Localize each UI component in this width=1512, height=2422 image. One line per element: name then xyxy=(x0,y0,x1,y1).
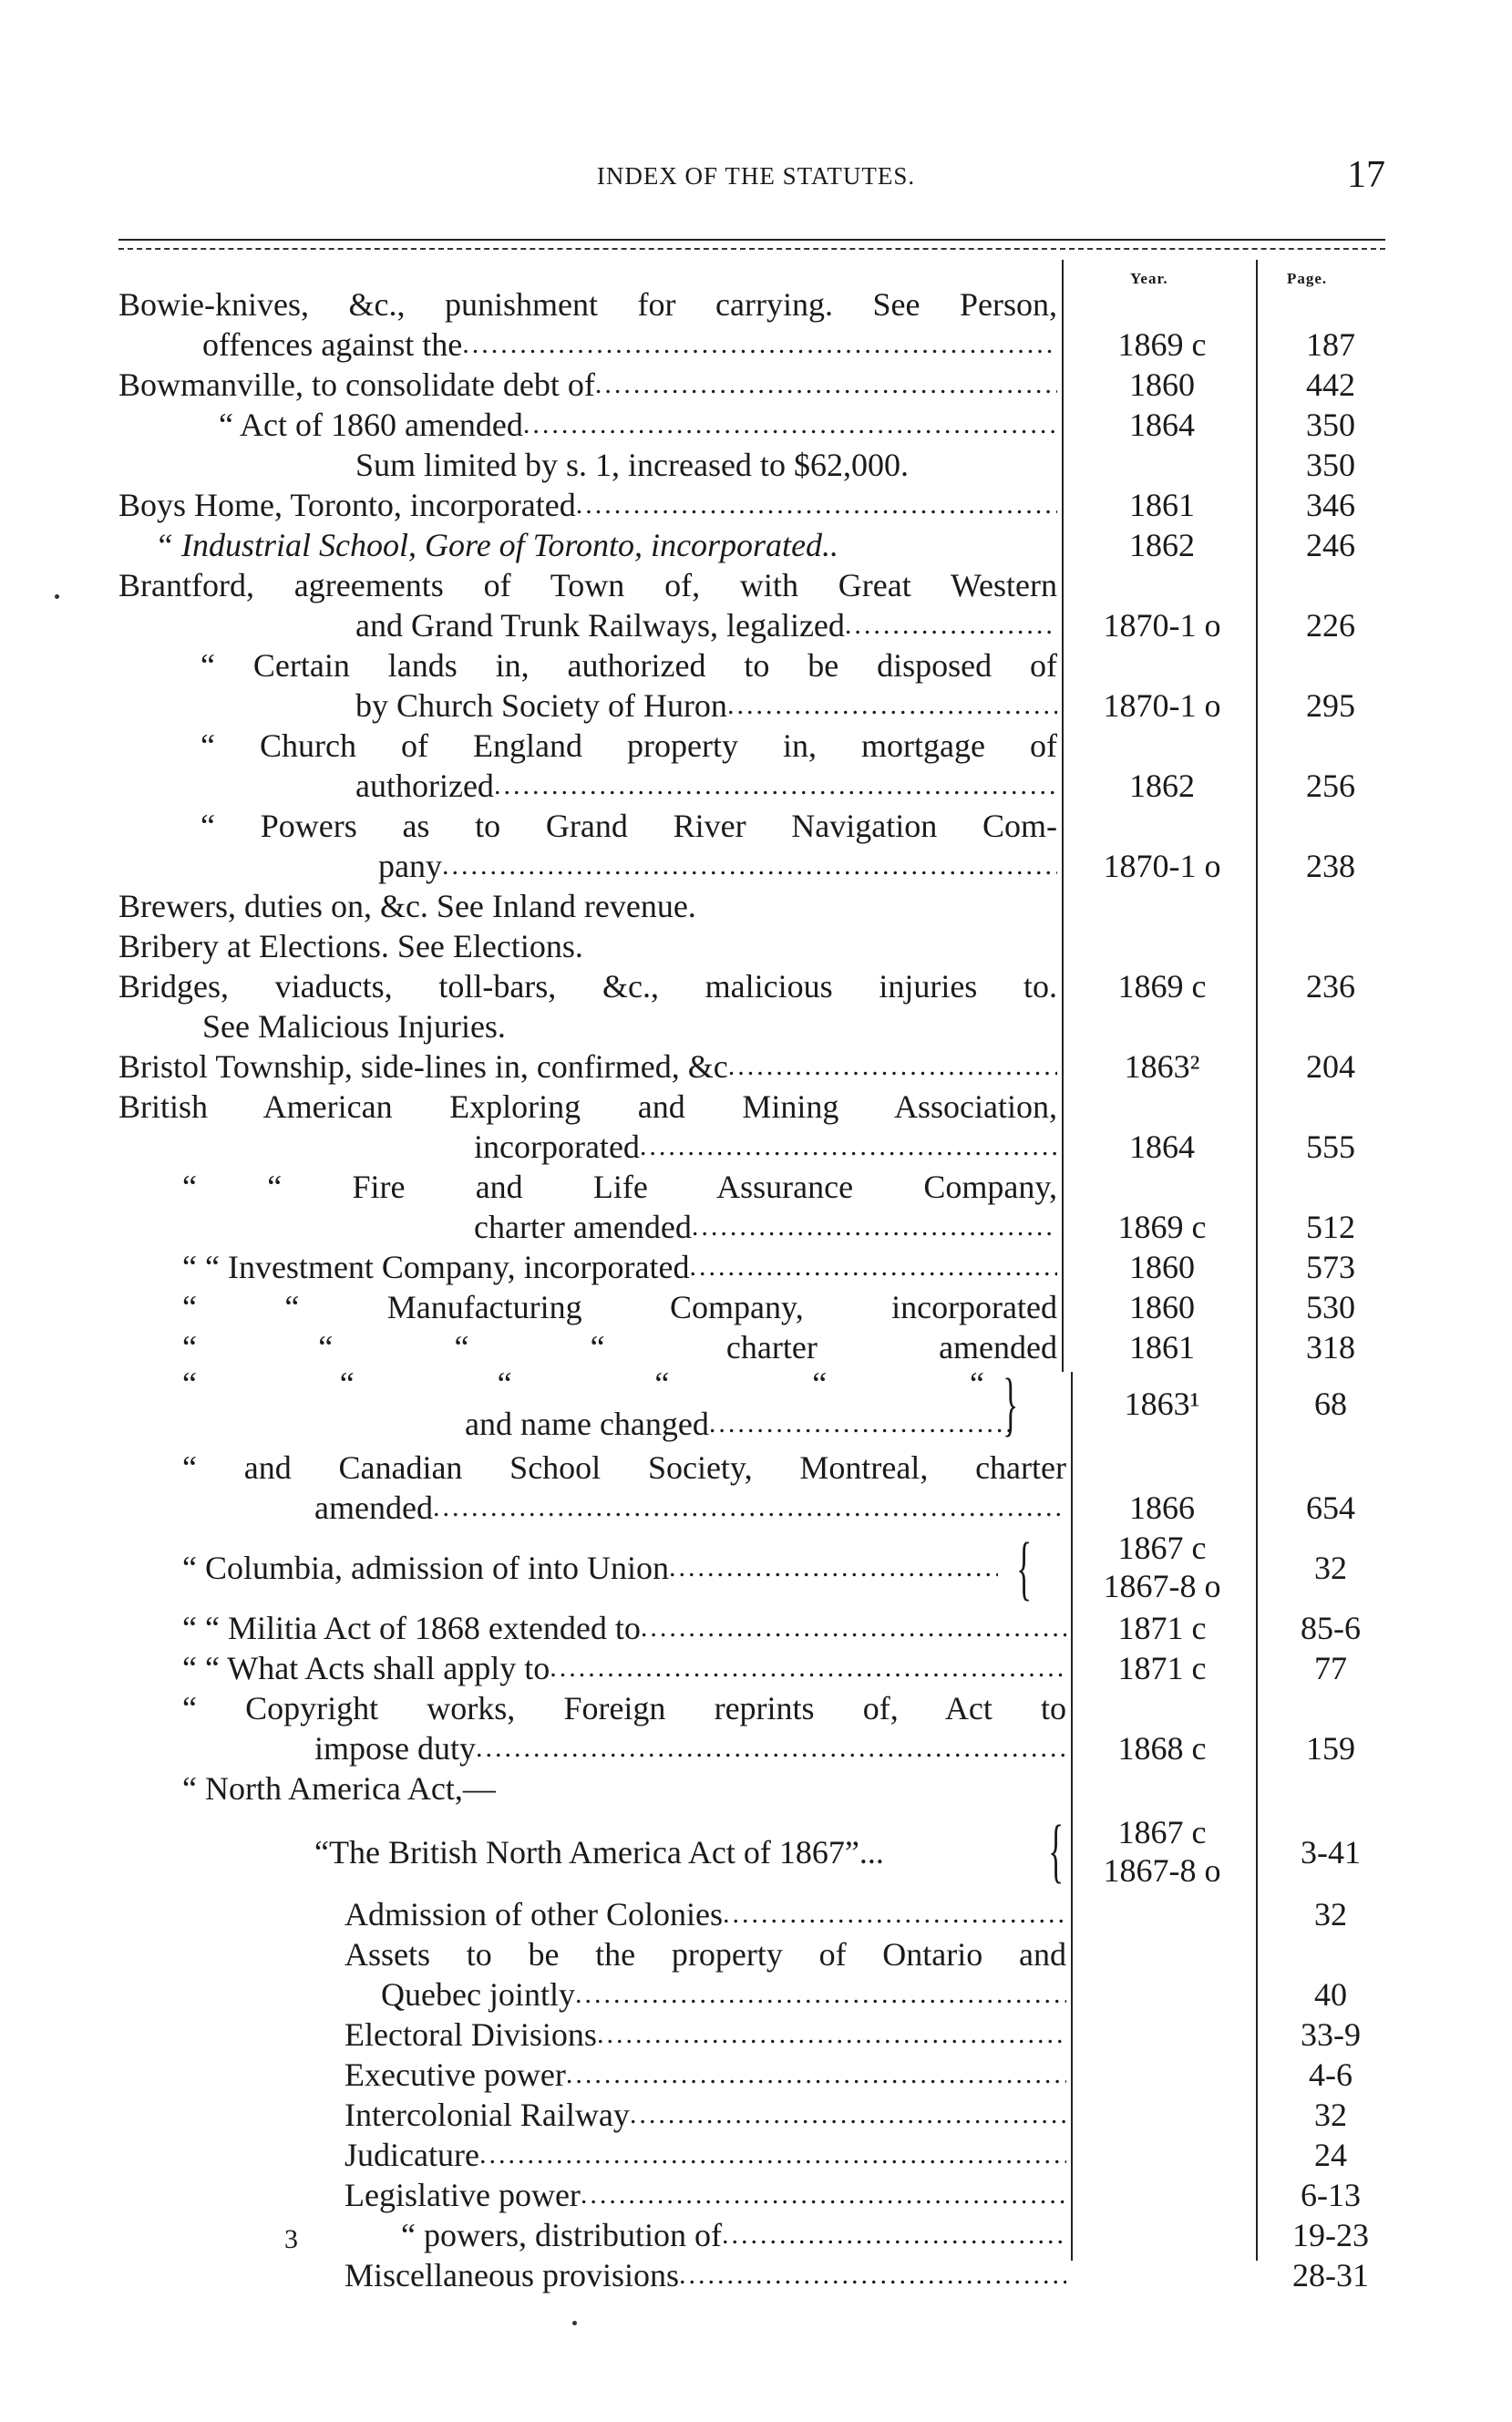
page-cell: 246 xyxy=(1306,527,1355,563)
entry-line: by Church Society of Huron ..... xyxy=(355,685,1057,726)
page-cell: 28-31 xyxy=(1292,2257,1369,2293)
print-speck xyxy=(572,2321,577,2325)
page-cell: 654 xyxy=(1306,1489,1355,1526)
page-cell: 32 xyxy=(1314,1896,1347,1932)
year-cell: 1862 xyxy=(1129,768,1195,804)
year-cell: 1870-1 o xyxy=(1103,607,1221,644)
entry-line: “ “ Militia Act of 1868 extended to ..... xyxy=(182,1608,1066,1648)
page-cell: 295 xyxy=(1306,687,1355,724)
entry-line: “ Copyright works, Foreign reprints of, Act to xyxy=(182,1690,1066,1726)
entry-line: Judicature ..... xyxy=(345,2135,1066,2175)
signature-mark: 3 xyxy=(284,2224,298,2254)
entry-line: impose duty ..... xyxy=(314,1728,1066,1768)
entry-line: Bowie-knives, &c., punishment for carrying. See Person, xyxy=(118,286,1057,323)
page-cell: 318 xyxy=(1306,1329,1355,1366)
entry-line: Sum limited by s. 1, increased to $62,000. xyxy=(355,447,909,483)
entry-line: Assets to be the property of Ontario and xyxy=(345,1936,1066,1973)
year-cell: 1860 xyxy=(1129,1249,1195,1285)
entry-line: Admission of other Colonies ..... xyxy=(345,1894,1066,1934)
header-dashed-rule xyxy=(118,248,1385,250)
entry-line: Boys Home, Toronto, incorporated ..... xyxy=(118,485,1057,525)
year-cell: 1869 c xyxy=(1117,1209,1207,1245)
year-cell: 1867-8 o xyxy=(1103,1852,1221,1889)
page-cell: 77 xyxy=(1314,1650,1347,1686)
header-rule xyxy=(118,239,1385,241)
year-cell: 1864 xyxy=(1129,407,1195,443)
page-cell: 32 xyxy=(1314,2097,1347,2133)
entry-line: Intercolonial Railway ..... xyxy=(345,2095,1066,2135)
entry-line: “ “ Manufacturing Company, incorporated xyxy=(182,1289,1057,1325)
page-cell: 33-9 xyxy=(1301,2016,1361,2053)
year-column-divider xyxy=(1256,260,1258,2261)
year-column-heading: Year. xyxy=(1130,270,1168,287)
page-cell: 555 xyxy=(1306,1129,1355,1165)
entry-line: “ “ Fire and Life Assurance Company, xyxy=(182,1169,1057,1205)
page-cell: 442 xyxy=(1306,366,1355,403)
entry-line: “ Powers as to Grand River Navigation Com- xyxy=(201,808,1057,844)
entry-line: “ “ What Acts shall apply to ..... xyxy=(182,1648,1066,1688)
year-cell: 1866 xyxy=(1129,1489,1195,1526)
entry-line: Miscellaneous provisions ..... xyxy=(345,2255,1066,2295)
page-cell: 40 xyxy=(1314,1976,1347,2013)
year-cell: 1860 xyxy=(1129,366,1195,403)
page-title: INDEX OF THE STATUTES. xyxy=(596,162,916,190)
page-cell: 346 xyxy=(1306,487,1355,523)
text-column-divider xyxy=(1062,260,1064,1372)
entry-line: charter amended ..... xyxy=(474,1207,1057,1247)
page-cell: 159 xyxy=(1306,1730,1355,1767)
page-cell: 530 xyxy=(1306,1289,1355,1325)
page-cell: 256 xyxy=(1306,768,1355,804)
page-cell: 85-6 xyxy=(1301,1610,1361,1646)
year-cell: 1871 c xyxy=(1117,1650,1207,1686)
year-cell: 1870-1 o xyxy=(1103,687,1221,724)
page-cell: 226 xyxy=(1306,607,1355,644)
page-number: 17 xyxy=(1347,154,1385,196)
entry-line: Electoral Divisions ..... xyxy=(345,2015,1066,2055)
page-cell: 573 xyxy=(1306,1249,1355,1285)
year-cell: 1867-8 o xyxy=(1103,1568,1221,1604)
left-brace: { xyxy=(1016,1528,1033,1607)
page-cell: 32 xyxy=(1314,1550,1347,1586)
year-cell: 1869 c xyxy=(1117,968,1207,1005)
entry-line: pany ..... xyxy=(378,846,1057,886)
entry-line: “The British North America Act of 1867”... xyxy=(314,1834,884,1871)
page-cell: 4-6 xyxy=(1309,2056,1353,2093)
entry-line: Quebec jointly ..... xyxy=(381,1974,1066,2015)
year-cell: 1871 c xyxy=(1117,1610,1207,1646)
entry-line: British American Exploring and Mining Association, xyxy=(118,1088,1057,1125)
year-cell: 1863² xyxy=(1124,1048,1200,1085)
year-cell: 1864 xyxy=(1129,1129,1195,1165)
page-cell: 187 xyxy=(1306,326,1355,363)
page-cell: 238 xyxy=(1306,848,1355,884)
page-cell: 68 xyxy=(1314,1386,1347,1422)
year-cell: 1861 xyxy=(1129,1329,1195,1366)
entry-line: offences against the ..... xyxy=(202,325,1057,365)
page-cell: 204 xyxy=(1306,1048,1355,1085)
entry-line: Bribery at Elections. See Elections. xyxy=(118,928,583,964)
year-cell: 1867 c xyxy=(1117,1530,1207,1566)
page-cell: 350 xyxy=(1306,407,1355,443)
year-cell: 1860 xyxy=(1129,1289,1195,1325)
year-cell: 1861 xyxy=(1129,487,1195,523)
entry-line: “ and Canadian School Society, Montreal, charter xyxy=(182,1449,1066,1486)
page-cell: 3-41 xyxy=(1301,1834,1361,1871)
entry-line: Bowmanville, to consolidate debt of ..... xyxy=(118,365,1057,405)
page-cell: 24 xyxy=(1314,2137,1347,2173)
entry-line: See Malicious Injuries. xyxy=(202,1008,506,1045)
entry-line: “ North America Act,— xyxy=(182,1770,496,1807)
page-cell: 512 xyxy=(1306,1209,1355,1245)
entry-line: authorized ..... xyxy=(355,766,1057,806)
right-brace: } xyxy=(1003,1364,1019,1443)
entry-line: “ Columbia, admission of into Union ..... xyxy=(182,1548,998,1588)
entry-line: “ Certain lands in, authorized to be disposed of xyxy=(201,647,1057,684)
page-cell: 6-13 xyxy=(1301,2177,1361,2213)
entry-line: “ “ “ “ charter amended xyxy=(182,1329,1057,1366)
entry-line: “ Industrial School, Gore of Toronto, incorporated.. xyxy=(155,527,839,563)
page-column-heading: Page. xyxy=(1287,270,1328,287)
entry-line: Bristol Township, side-lines in, confirmed, &c ..... xyxy=(118,1046,1057,1087)
entry-line: “ Church of England property in, mortgage of xyxy=(201,727,1057,764)
page-cell: 350 xyxy=(1306,447,1355,483)
entry-line: incorporated ..... xyxy=(474,1127,1057,1167)
year-cell: 1868 c xyxy=(1117,1730,1207,1767)
page-cell: 236 xyxy=(1306,968,1355,1005)
year-cell: 1867 c xyxy=(1117,1814,1207,1850)
entry-line: amended ..... xyxy=(314,1488,1066,1528)
entry-line: “ Act of 1860 amended ..... xyxy=(219,405,1057,445)
entry-line: Bridges, viaducts, toll-bars, &c., malicious injuries to. xyxy=(118,968,1057,1005)
entry-line: Brantford, agreements of Town of, with Great Western xyxy=(118,567,1057,603)
page-cell: 19-23 xyxy=(1292,2217,1369,2253)
entry-line: and name changed ..... xyxy=(465,1404,1012,1444)
entry-line: “ powers, distribution of ..... xyxy=(401,2215,1066,2255)
entry-line: Brewers, duties on, &c. See Inland revenue. xyxy=(118,888,696,924)
entry-line: “ “ Investment Company, incorporated ..... xyxy=(182,1247,1057,1287)
year-cell: 1862 xyxy=(1129,527,1195,563)
left-brace: { xyxy=(1048,1810,1065,1890)
print-speck xyxy=(55,594,59,599)
entry-line: and Grand Trunk Railways, legalized ..... xyxy=(355,605,1057,645)
year-cell: 1870-1 o xyxy=(1103,848,1221,884)
year-cell: 1863¹ xyxy=(1124,1386,1200,1422)
year-cell: 1869 c xyxy=(1117,326,1207,363)
entry-line: “ “ “ “ “ “ xyxy=(182,1366,984,1402)
entry-line: Legislative power ..... xyxy=(345,2175,1066,2215)
entry-line: Executive power ..... xyxy=(345,2055,1066,2095)
